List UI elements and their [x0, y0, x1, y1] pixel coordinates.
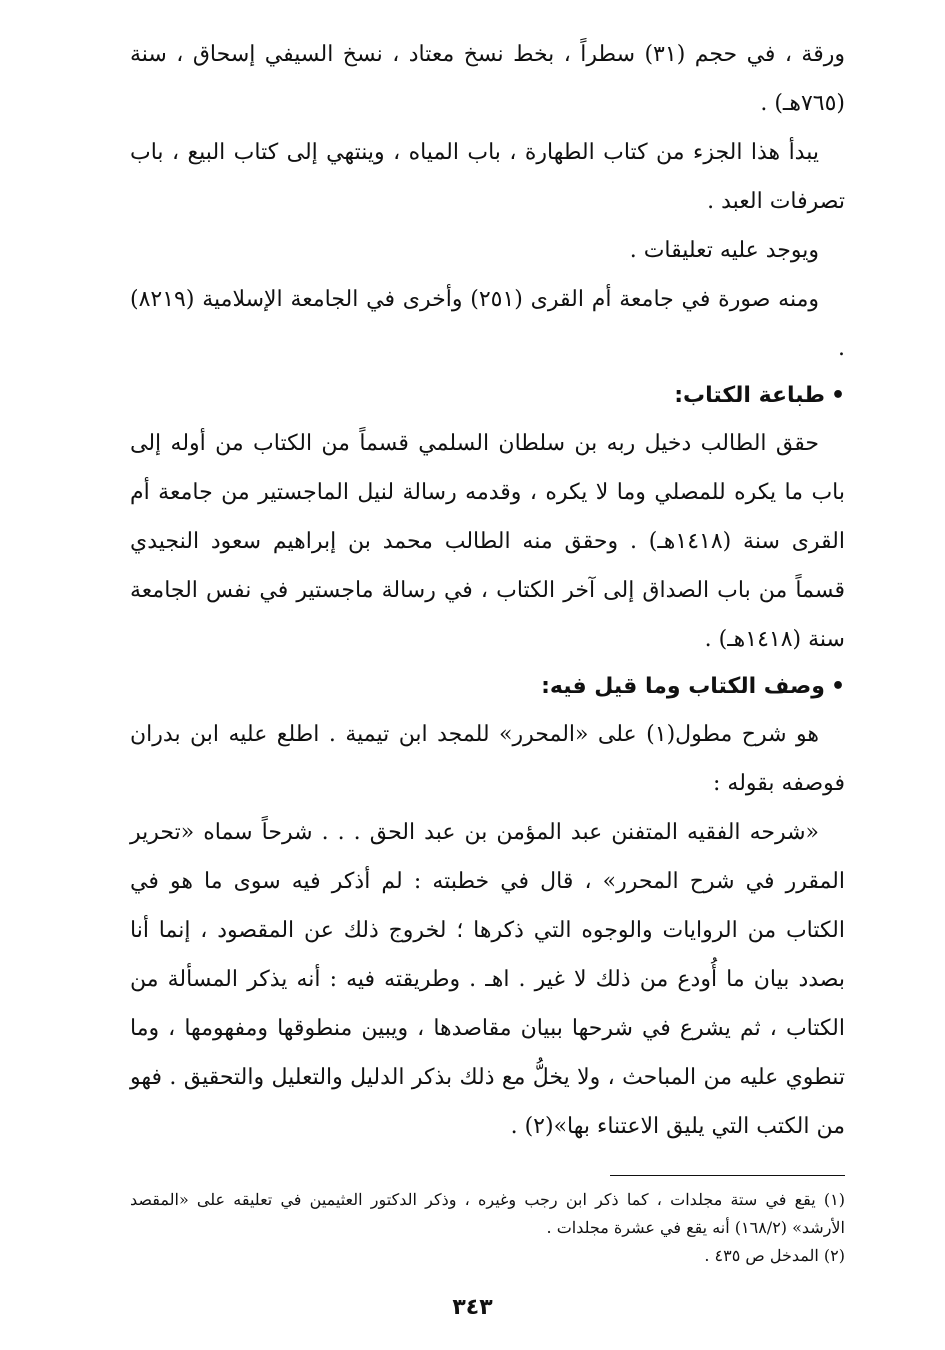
- footnote-1: (١) يقع في ستة مجلدات ، كما ذكر ابن رجب وغيره ، وذكر الدكتور العثيمين في تعليقه على «المقصد الأرشد» (١٦٨/٢) أنه يقع في عشرة مجلدات .: [130, 1190, 845, 1237]
- book-page: [130, 30, 845, 1330]
- bullet-icon: •: [830, 674, 845, 699]
- paragraph-printing: حقق الطالب دخيل ربه بن سلطان السلمي قسماً من الكتاب من أوله إلى باب ما يكره للمصلي وما لا يكره ، وقدمه رسالة لنيل الماجستير من جامعة أم القرى سنة (١٤١٨هـ) . وحقق منه الطالب محمد بن إبراهيم سعود النجيدي قسماً من باب الصداق إلى آخر الكتاب ، في رسالة ماجستير في نفس الجامعة سنة (١٤١٨هـ) .: [130, 431, 845, 652]
- page-number: ٣٤٣: [452, 1295, 493, 1320]
- paragraph-manuscript-scope: يبدأ هذا الجزء من كتاب الطهارة ، باب المياه ، وينتهي إلى كتاب البيع ، باب تصرفات العبد .: [130, 140, 845, 214]
- paragraph-copies: ومنه صورة في جامعة أم القرى (٢٥١) وأخرى في الجامعة الإسلامية (٨٢١٩) .: [130, 287, 845, 361]
- footnote-2: (٢) المدخل ص ٤٣٥ .: [704, 1246, 845, 1265]
- section-title-printing: طباعة الكتاب:: [674, 383, 825, 408]
- paragraph-comments: ويوجد عليه تعليقات .: [629, 238, 819, 263]
- bullet-icon: •: [830, 383, 845, 408]
- footnote-divider: [610, 1175, 845, 1176]
- paragraph-manuscript-description: ورقة ، في حجم (٣١) سطراً ، بخط نسخ معتاد ، نسخ السيفي إسحاق ، سنة (٧٦٥هـ) .: [130, 42, 845, 116]
- section-heading-printing: [130, 373, 845, 419]
- footnotes: [130, 1175, 845, 1270]
- section-title-description: وصف الكتاب وما قيل فيه:: [541, 674, 825, 699]
- section-heading-description: [130, 664, 845, 710]
- paragraph-description-intro: هو شرح مطول(١) على «المحرر» للمجد ابن تيمية . اطلع عليه ابن بدران فوصفه بقوله :: [130, 722, 845, 796]
- paragraph-quotation: «شرحه الفقيه المتفنن عبد المؤمن بن عبد الحق . . . شرحاً سماه «تحرير المقرر في شرح المحرر» ، قال في خطبته : لم أذكر فيه سوى ما هو في الكتاب من الروايات والوجوه التي ذكرها ؛ لخروج ذلك عن المقصود ، إنما أنا بصدد بيان ما أُودع من ذلك لا غير . اهـ . وطريقته فيه : أنه يذكر المسألة من الكتاب ، ثم يشرع في شرحها ببيان مقاصدها ، ويبين منطوقها ومفهومها ، وما تنطوي عليه من المباحث ، ولا يخلُّ مع ذلك بذكر الدليل والتعليل والتحقيق . فهو من الكتب التي يليق الاعتناء بها»(٢) .: [130, 820, 845, 1139]
